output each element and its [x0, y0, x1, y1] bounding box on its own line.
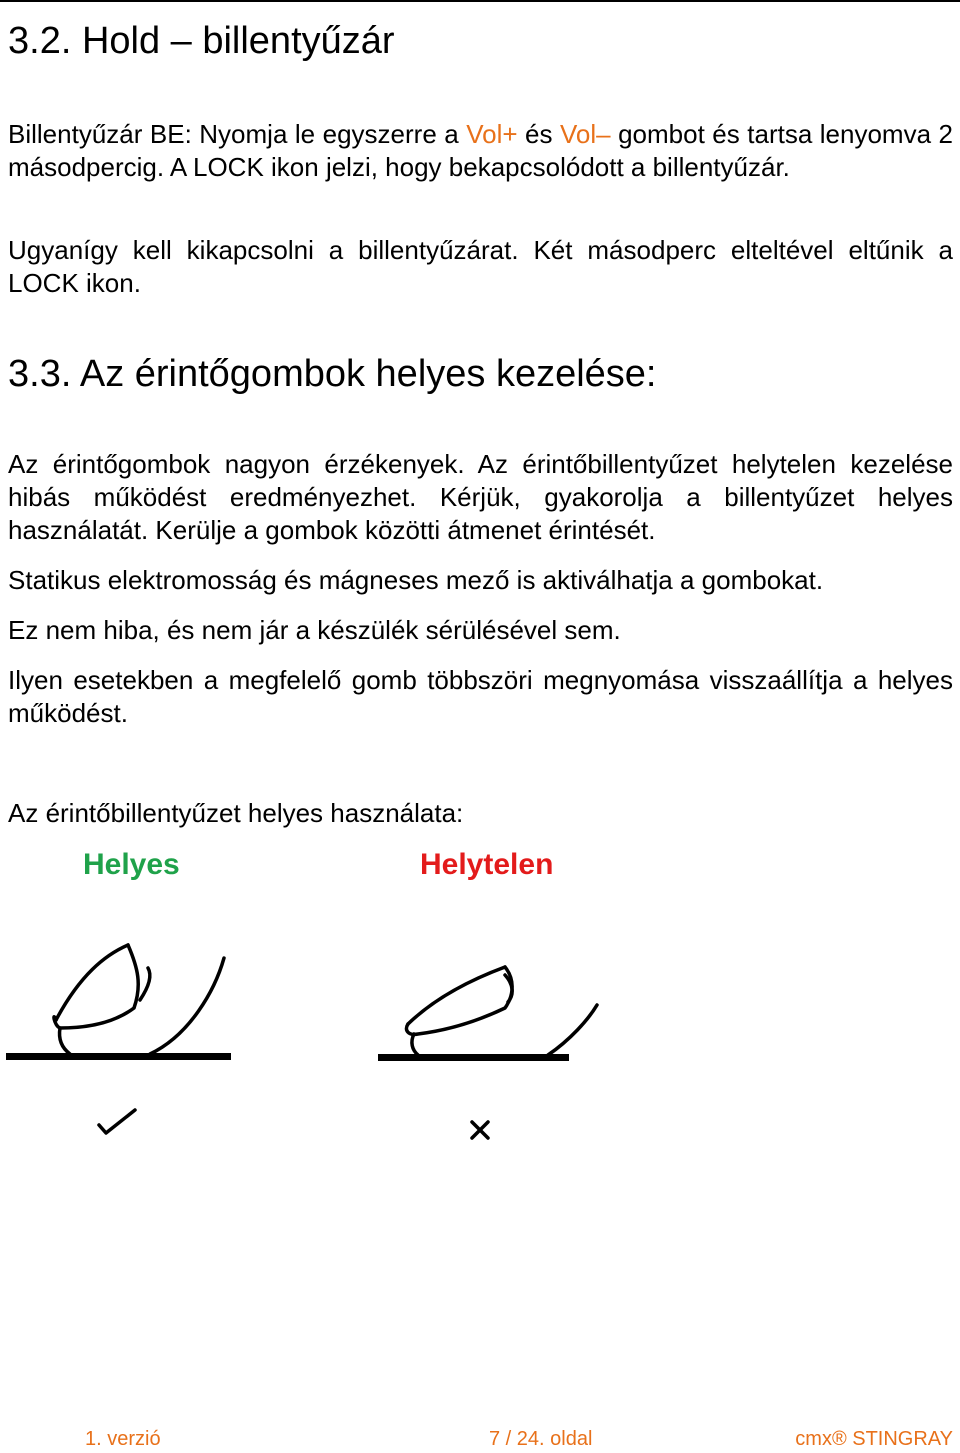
check-icon	[99, 1110, 135, 1133]
wrong-label: Helytelen	[420, 848, 554, 881]
touch-usage-figure	[0, 930, 640, 1150]
paragraph-not-error: Ez nem hiba, és nem jár a készülék sérülésével sem.	[8, 615, 621, 645]
vol-minus-label: Vol–	[560, 119, 611, 149]
surface-wrong	[378, 1054, 569, 1061]
usage-heading: Az érintőbillentyűzet helyes használata:	[8, 798, 464, 828]
correct-label: Helyes	[83, 848, 180, 881]
vol-plus-label: Vol+	[466, 119, 518, 149]
text-run: és	[517, 119, 560, 149]
finger-correct-illustration	[54, 945, 224, 1054]
section-title-hold: 3.2. Hold – billentyűzár	[8, 20, 395, 62]
text-run: Billentyűzár BE: Nyomja le egyszerre a	[8, 119, 467, 149]
paragraph-lock-on	[8, 118, 953, 184]
footer-version: 1. verzió	[85, 1428, 161, 1450]
paragraph-sensitivity: Az érintőgombok nagyon érzékenyek. Az érintőbillentyűzet helytelen kezelése hibás működést eredményezhet. Kérjük, gyakorolja a billentyűzet helyes használatát. Kerülje a gombok közötti átmenet érintését.	[8, 449, 953, 545]
text-run: gombot és tartsa lenyomva 2 másodpercig. A LOCK ikon jelzi, hogy bekapcsolódott a billentyűzár.	[8, 119, 953, 182]
footer-page-number: 7 / 24. oldal	[489, 1428, 593, 1450]
section-title-touch-keys: 3.3. Az érintőgombok helyes kezelése:	[8, 353, 657, 395]
cross-icon	[472, 1122, 488, 1138]
top-rule	[0, 0, 960, 2]
finger-wrong-illustration	[406, 967, 597, 1055]
footer-product: cmx® STINGRAY	[795, 1428, 953, 1450]
surface-correct	[6, 1053, 231, 1060]
paragraph-static: Statikus elektromosság és mágneses mező is aktiválhatja a gombokat.	[8, 565, 824, 595]
paragraph-lock-off: Ugyanígy kell kikapcsolni a billentyűzárat. Két másodperc elteltével eltűnik a LOCK ikon.	[8, 235, 953, 298]
paragraph-reset: Ilyen esetekben a megfelelő gomb többszöri megnyomása visszaállítja a helyes működést.	[8, 665, 953, 728]
